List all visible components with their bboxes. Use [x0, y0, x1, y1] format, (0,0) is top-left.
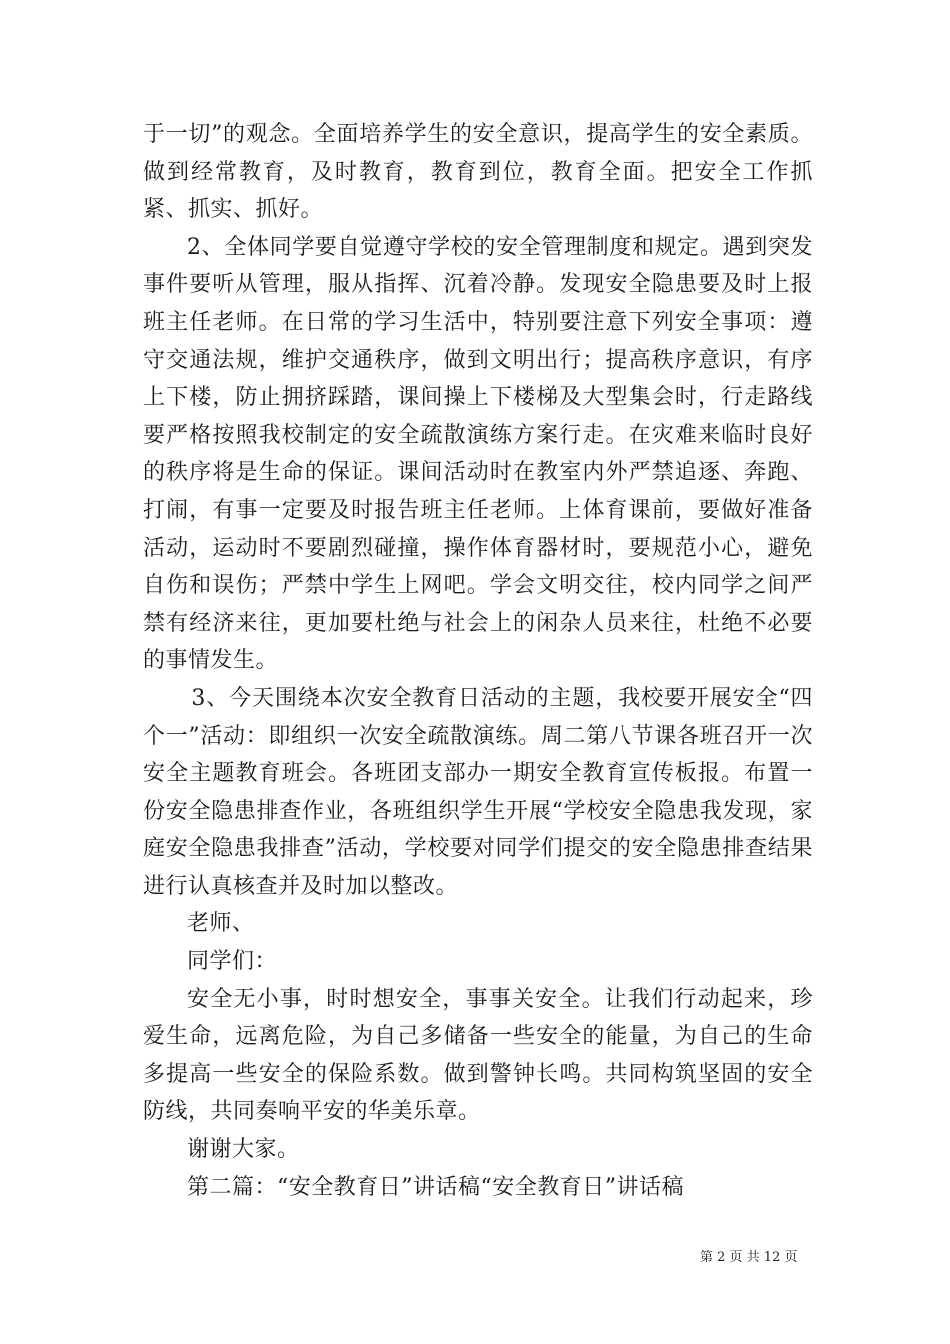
- document-body: [143, 116, 813, 1206]
- paragraph-continuation: 于一切”的观念。全面培养学生的安全意识，提高学生的安全素质。做到经常教育，及时教育，教育到位，教育全面。把安全工作抓紧、抓实、抓好。: [143, 122, 813, 223]
- section-heading: 第二篇：“安全教育日”讲话稿“安全教育日”讲话稿: [187, 1174, 684, 1200]
- thanks-line: 谢谢大家。: [187, 1137, 300, 1163]
- paragraph-item-3: 3、今天围绕本次安全教育日活动的主题，我校要开展安全“四个一”活动：即组织一次安全疏散演练。周二第八节课各班召开一次安全主题教育班会。各班团支部办一期安全教育宣传板报。布置一份安全隐患排查作业，各班组织学生开展“学校安全隐患我发现，家庭安全隐患我排查”活动，学校要对同学们提交的安全隐患排查结果进行认真核查并及时加以整改。: [143, 685, 813, 899]
- page-number: 第 2 页 共 12 页: [700, 1250, 798, 1265]
- paragraph-item-2: 2、全体同学要自觉遵守学校的安全管理制度和规定。遇到突发事件要听从管理，服从指挥、沉着冷静。发现安全隐患要及时上报班主任老师。在日常的学习生活中，特别要注意下列安全事项：遵守交通法规，维护交通秩序，做到文明出行；提高秩序意识，有序上下楼，防止拥挤踩踏，课间操上下楼梯及大型集会时，行走路线要严格按照我校制定的安全疏散演练方案行走。在灾难来临时良好的秩序将是生命的保证。课间活动时在教室内外严禁追逐、奔跑、打闹，有事一定要及时报告班主任老师。上体育课前，要做好准备活动，运动时不要剧烈碰撞，操作体育器材时，要规范小心，避免自伤和误伤；严禁中学生上网吧。学会文明交往，校内同学之间严禁有经济来往，更加要杜绝与社会上的闲杂人员来往，杜绝不必要的事情发生。: [143, 234, 813, 674]
- paragraph-closing: 安全无小事，时时想安全，事事关安全。让我们行动起来，珍爱生命，远离危险，为自己多储备一些安全的能量，为自己的生命多提高一些安全的保险系数。做到警钟长鸣。共同构筑坚固的安全防线，共同奏响平安的华美乐章。: [143, 986, 813, 1125]
- salutation-students: 同学们：: [187, 949, 278, 975]
- salutation-teachers: 老师、: [187, 911, 255, 937]
